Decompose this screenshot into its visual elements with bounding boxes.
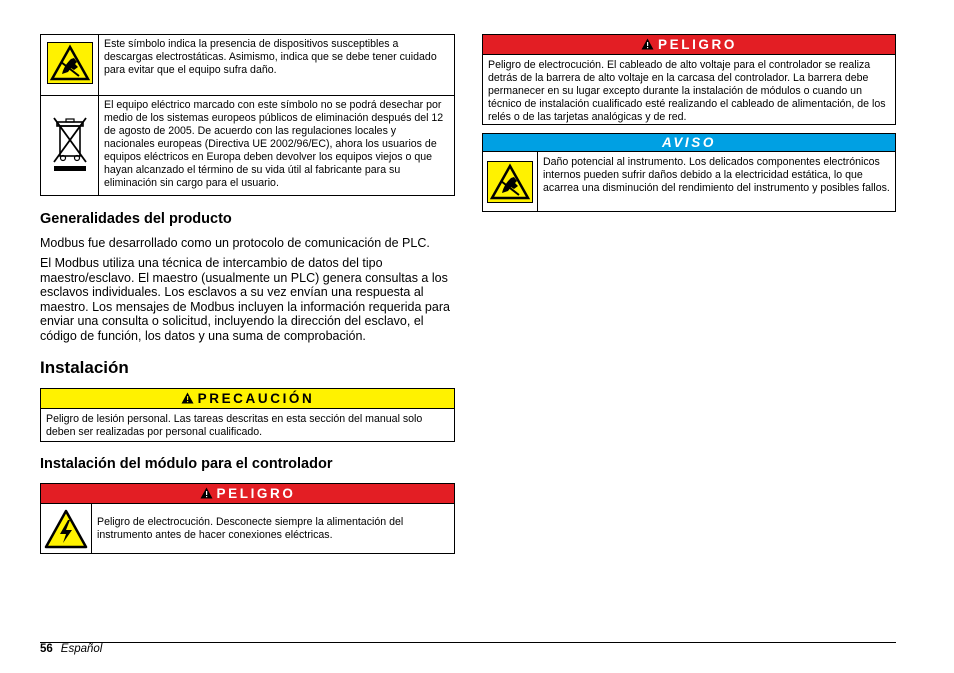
- symbol-description: Este símbolo indica la presencia de dispositivos susceptibles a descargas electrostáticas. Asimismo, indica que se debe tener cuidado para evitar que el equipo sufra daño.: [99, 35, 455, 96]
- danger-box-left: [40, 483, 455, 554]
- danger-label: PELIGRO: [216, 486, 296, 501]
- caution-label: PRECAUCIÓN: [197, 391, 315, 406]
- general-paragraph-2: El Modbus utiliza una técnica de intercambio de datos del tipo maestro/esclavo. El maestro (usualmente un PLC) genera consultas a los esclavos individuales. Los esclavos a su vez envían una respuesta al maestro. Los mensajes de Modbus incluyen la información requerida para enviar una consulta o solicitud, incluyendo la dirección del esclavo, el código de función, los datos y una suma de comprobación.: [40, 256, 450, 343]
- electrical-hazard-icon: [44, 509, 88, 549]
- notice-box: [482, 133, 896, 212]
- caution-text: Peligro de lesión personal. Las tareas descritas en esta sección del manual solo deben ser realizadas por personal cualificado.: [46, 413, 423, 438]
- esd-warning-icon: [487, 161, 533, 203]
- notice-text: Daño potencial al instrumento. Los delicados componentes electrónicos internos pueden sufrir daños debido a la electricidad estática, lo que acarrea una disminución del rendimiento del instrumento y posibles fallos.: [543, 156, 890, 194]
- warning-triangle-icon: [181, 392, 194, 404]
- subsection-heading-module: Instalación del módulo para el controlador: [40, 456, 333, 472]
- danger-content: [41, 504, 454, 554]
- danger-band: [41, 484, 454, 504]
- danger-label: PELIGRO: [658, 37, 737, 52]
- weee-crossed-bin-icon: [50, 114, 90, 174]
- general-paragraph-1: Modbus fue desarrollado como un protocolo de comunicación de PLC.: [40, 236, 430, 250]
- notice-band: AVISO: [483, 134, 895, 152]
- section-heading-general: Generalidades del producto: [40, 211, 232, 227]
- caution-band: [41, 389, 454, 409]
- symbol-icon-cell: [41, 35, 99, 96]
- warning-triangle-icon: [641, 38, 654, 50]
- danger-band: [483, 35, 895, 55]
- page-footer: [40, 643, 102, 655]
- notice-content: [483, 152, 895, 212]
- symbol-table: [40, 34, 455, 196]
- footer-rule: [40, 642, 896, 643]
- notice-icon-cell: [483, 152, 538, 212]
- symbol-description: El equipo eléctrico marcado con este símbolo no se podrá desechar por medio de los sistemas europeos públicos de eliminación después del 12 de agosto de 2005. De acuerdo con las regulaciones locales y nacionales europeas (Directiva UE 2002/96/EC), ahora los usuarios de equipos eléctricos en Europa deben devolver los equipos viejos o que hayan alcanzado el término de su vida útil al fabricante para su eliminación sin cargo para el usuario.: [99, 96, 455, 196]
- symbol-icon-cell: [41, 96, 99, 196]
- page-number: 56: [40, 643, 53, 655]
- symbol-row: [41, 96, 455, 196]
- caution-box: [40, 388, 455, 442]
- esd-warning-icon: [47, 42, 93, 84]
- danger-box-right: [482, 34, 896, 125]
- warning-triangle-icon: [200, 487, 213, 499]
- danger-icon-cell: [41, 504, 92, 554]
- section-heading-installation: Instalación: [40, 358, 129, 377]
- symbol-row: [41, 35, 455, 96]
- danger-text: Peligro de electrocución. Desconecte siempre la alimentación del instrumento antes de hacer conexiones eléctricas.: [97, 516, 404, 541]
- footer-language: Español: [60, 643, 103, 655]
- danger-text: Peligro de electrocución. El cableado de alto voltaje para el controlador se realiza detrás de la barrera de alto voltaje en la carcasa del controlador. La barrera debe permanecer en su lugar excepto durante la instalación de módulos o cuando un técnico de instalación cualificado esté realizando el cableado de alimentación, de los relés o de las tarjetas analógicas y de red.: [488, 59, 886, 123]
